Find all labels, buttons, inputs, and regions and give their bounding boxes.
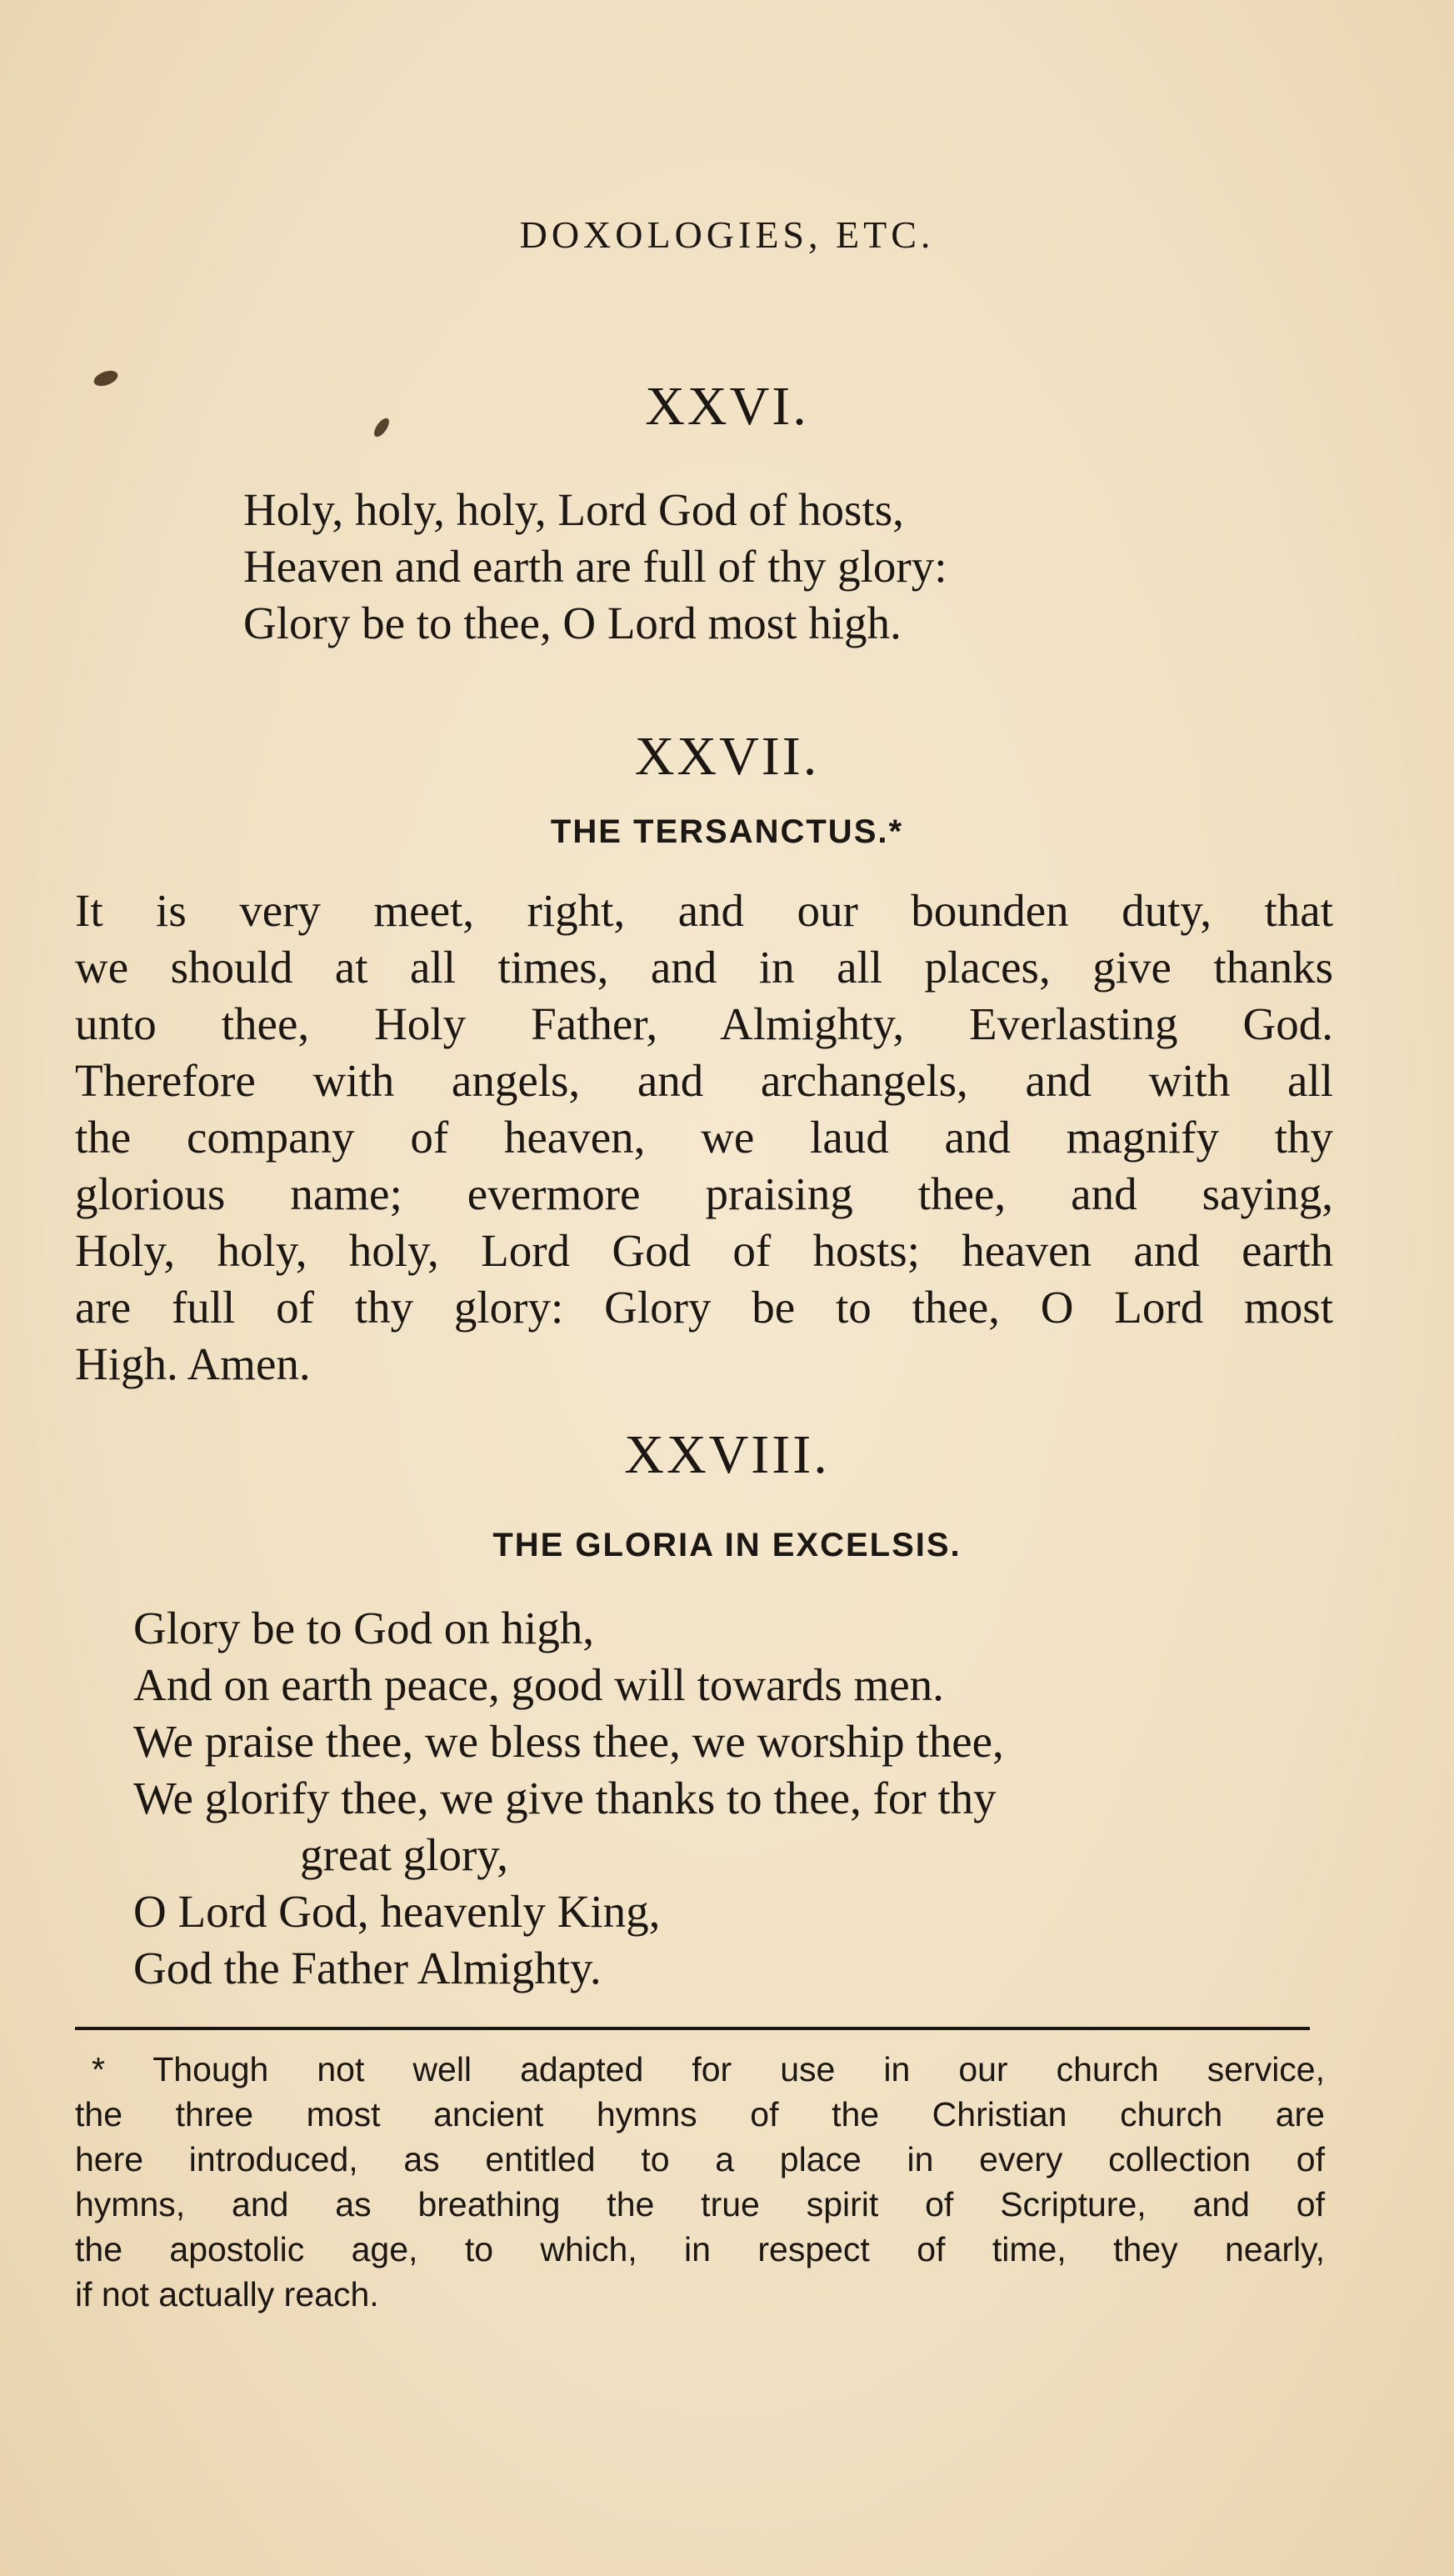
footnote xyxy=(75,2047,1325,2317)
verse-line: We praise thee, we bless thee, we worship thee, xyxy=(133,1716,1004,1767)
hymn-prose xyxy=(75,883,1333,1393)
prose-line: glorious name; evermore praising thee, and saying, xyxy=(75,1168,1333,1219)
footnote-line: hymns, and as breathing the true spirit of Scripture, and of xyxy=(75,2185,1325,2223)
hymn-numeral: XXVI. xyxy=(645,376,809,437)
verse-line: Glory be to God on high, xyxy=(133,1603,595,1653)
prose-line: unto thee, Holy Father, Almighty, Everlasting God. xyxy=(75,998,1333,1049)
prose-line: Therefore with angels, and archangels, and with all xyxy=(75,1055,1333,1106)
hymn-numeral: XXVII. xyxy=(634,726,820,787)
footnote-line: if not actually reach. xyxy=(75,2275,379,2313)
verse-line: great glory, xyxy=(300,1829,508,1880)
footnote-rule xyxy=(75,2027,1310,2030)
prose-line: High. Amen. xyxy=(75,1338,311,1389)
verse-line: Glory be to thee, O Lord most high. xyxy=(243,598,902,648)
hymn-verse xyxy=(133,1600,1004,1997)
hymn-numeral: XXVIII. xyxy=(624,1424,830,1485)
footnote-line: the three most ancient hymns of the Christian church are xyxy=(75,2095,1325,2133)
prose-line: Holy, holy, holy, Lord God of hosts; heaven and earth xyxy=(75,1225,1333,1276)
prose-line: are full of thy glory: Glory be to thee, O Lord most xyxy=(75,1282,1333,1333)
footnote-line: here introduced, as entitled to a place in every collection of xyxy=(75,2140,1325,2178)
hymn-subtitle: THE GLORIA IN EXCELSIS. xyxy=(492,1527,962,1563)
running-head: DOXOLOGIES, ETC. xyxy=(519,213,935,256)
hymn-verse xyxy=(243,482,947,652)
verse-line: God the Father Almighty. xyxy=(133,1943,602,1993)
footnote-line: the apostolic age, to which, in respect of time, they nearly, xyxy=(75,2230,1325,2268)
verse-line: Heaven and earth are full of thy glory: xyxy=(243,541,947,592)
footnote-line: * Though not well adapted for use in our church service, xyxy=(92,2050,1325,2088)
prose-line: we should at all times, and in all places, give thanks xyxy=(75,942,1333,993)
hymn-subtitle: THE TERSANCTUS.* xyxy=(550,813,904,850)
prose-line: the company of heaven, we laud and magnify thy xyxy=(75,1112,1333,1163)
verse-line: O Lord God, heavenly King, xyxy=(133,1886,661,1937)
verse-line: And on earth peace, good will towards men. xyxy=(133,1659,944,1710)
prose-line: It is very meet, right, and our bounden duty, that xyxy=(75,885,1333,936)
verse-line: We glorify thee, we give thanks to thee, for thy xyxy=(133,1773,997,1823)
verse-line: Holy, holy, holy, Lord God of hosts, xyxy=(243,484,904,535)
